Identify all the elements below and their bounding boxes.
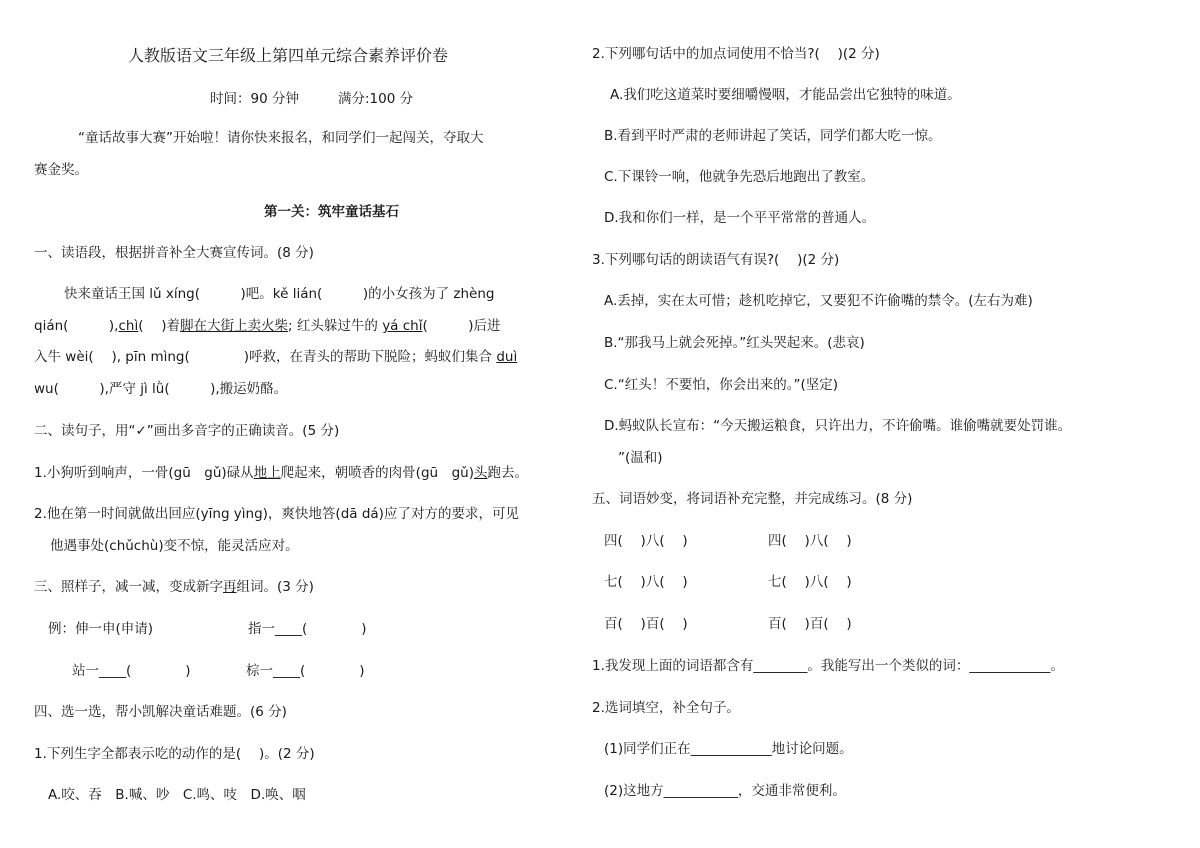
- q4-sub-1: 1.下列生字全都表示吃的动作的是( )。(2 分): [34, 746, 315, 762]
- q4-sub-3-option-c: C.“红头！不要怕，你会出来的。”(坚定): [604, 377, 838, 393]
- q2-underlined: 头: [473, 465, 488, 481]
- q1-text: qián( ),: [34, 318, 119, 334]
- q1-line-4: wu( ),严守 jì lǜ( ),搬运奶酪。: [34, 381, 288, 397]
- intro-line-2: 赛金奖。: [34, 162, 88, 178]
- q1-pinyin-underlined: duì: [496, 349, 518, 365]
- q1-text: ( )着: [138, 318, 181, 334]
- q4-sub-3-option-d-line-1: D.蚂蚁队长宣布：“今天搬运粮食，只许出力，不许偷嘴。谁偷嘴就要处罚谁。: [604, 418, 1072, 434]
- q2-sentence-2-line-2: 他遇事处(chǔchù)变不惊，能灵活应对。: [50, 538, 299, 554]
- q1-pinyin-underlined: yá chǐ: [382, 318, 423, 334]
- q3-item-2: 站一____( ): [72, 663, 191, 679]
- q1-text: ; 红头躲过牛的: [288, 318, 383, 334]
- q3-example: 例：伸一申(申请): [48, 621, 154, 637]
- q2-text: 跑去。: [487, 465, 528, 481]
- q1-line-1: 快来童话王国 lǔ xíng( )吧。kě lián( )的小女孩为了 zhèng: [64, 286, 495, 302]
- q3-heading: [34, 578, 314, 596]
- q1-line-3: [34, 348, 517, 366]
- q5-row-2-right: 七( )八( ): [768, 574, 852, 590]
- q2-sentence-2-line-1: 2.他在第一时间就做出回应(yīng yìng)，爽快地答(dā dá)应了对方的要求，可见: [34, 506, 519, 522]
- q5-heading: 五、词语妙变，将词语补充完整，并完成练习。(8 分): [592, 491, 913, 507]
- q5-exercise-2-2: (2)这地方___________，交通非常便利。: [604, 783, 846, 799]
- page-title: 人教版语文三年级上第四单元综合素养评价卷: [128, 46, 449, 65]
- q4-options: A.咬、吞 B.喊、吵 C.鸣、吱 D.唤、咽: [48, 787, 306, 803]
- q4-sub-3-option-b: B.“那我马上就会死掉。”红头哭起来。(悲哀): [604, 335, 865, 351]
- q5-exercise-2-1: (1)同学们正在____________地讨论问题。: [604, 741, 853, 757]
- q2-underlined: 地上: [253, 465, 281, 481]
- intro-line-1: “童话故事大赛”开始啦！请你快来报名，和同学们一起闯关，夺取大: [78, 130, 484, 146]
- q3-text: 组词。(3 分): [236, 579, 314, 595]
- q1-pinyin-underlined: chì: [118, 318, 139, 334]
- q4-sub-3-option-d-line-2: ”(温和): [618, 450, 663, 466]
- q3-underlined: 再: [223, 579, 237, 595]
- q1-text: ( )后进: [422, 318, 501, 334]
- q5-row-2-left: 七( )八( ): [604, 574, 688, 590]
- q1-heading: 一、读语段，根据拼音补全大赛宣传词。(8 分): [34, 245, 314, 261]
- exam-score: 满分:100 分: [338, 91, 414, 107]
- q2-sentence-1: [34, 464, 528, 482]
- q4-sub-3-option-a: A.丢掉，实在太可惜；趁机吃掉它，又要犯不许偷嘴的禁令。(左右为难): [604, 293, 1033, 309]
- q4-sub-2-option-d: D.我和你们一样，是一个平平常常的普通人。: [604, 210, 876, 226]
- q4-sub-3: 3.下列哪句话的朗读语气有误?( )(2 分): [592, 252, 840, 268]
- q5-row-1-right: 四( )八( ): [768, 533, 852, 549]
- q4-heading: 四、选一选，帮小凯解决童话难题。(6 分): [34, 704, 287, 720]
- q5-row-3-right: 百( )百( ): [768, 616, 852, 632]
- q2-text: 1.小狗听到响声，一骨(gū gǔ)碌从: [34, 465, 254, 481]
- q4-sub-2-option-a: A.我们吃这道菜时要细嚼慢咽，才能品尝出它独特的味道。: [610, 87, 961, 103]
- q1-text: 入牛 wèi( ), pīn mìng( )呼救，在青头的帮助下脱险；蚂蚁们集合: [34, 349, 497, 365]
- q2-text: 爬起来，朝喷香的肉骨(gū gǔ): [280, 465, 474, 481]
- q3-item-1: 指一____( ): [248, 621, 367, 637]
- q5-row-3-left: 百( )百( ): [604, 616, 688, 632]
- q5-exercise-2: 2.选词填空，补全句子。: [592, 700, 740, 716]
- section-title: 第一关：筑牢童话基石: [264, 204, 399, 220]
- q5-row-1-left: 四( )八( ): [604, 533, 688, 549]
- q5-exercise-1: 1.我发现上面的词语都含有________。我能写出一个类似的词：____________。: [592, 658, 1064, 674]
- exam-time: 时间：90 分钟: [210, 91, 299, 107]
- q4-sub-2: 2.下列哪句话中的加点词使用不恰当?( )(2 分): [592, 46, 880, 62]
- q4-sub-2-option-b: B.看到平时严肃的老师讲起了笑话，同学们都大吃一惊。: [604, 128, 942, 144]
- q2-heading: 二、读句子，用“✓”画出多音字的正确读音。(5 分): [34, 423, 340, 439]
- q4-sub-2-option-c: C.下课铃一响，他就争先恐后地跑出了教室。: [604, 169, 875, 185]
- q3-text: 三、照样子，减一减，变成新字: [34, 579, 223, 595]
- q3-item-3: 棕一____( ): [246, 663, 365, 679]
- q1-phrase-underlined: 脚在大街上卖火柴: [180, 318, 289, 334]
- q1-line-2: [34, 317, 501, 335]
